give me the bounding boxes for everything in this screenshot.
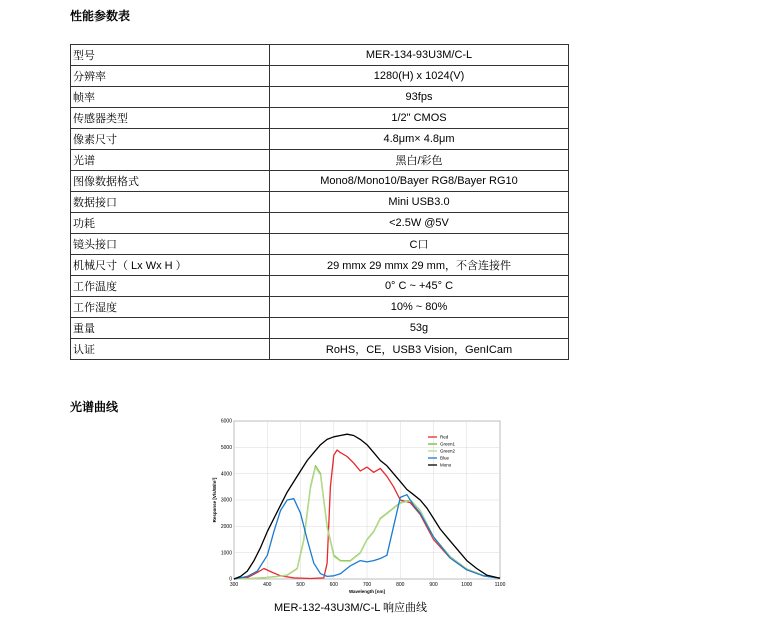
spec-row <box>71 318 569 339</box>
legend-entry: Blue <box>440 455 450 461</box>
spec-value: Mini USB3.0 <box>270 192 569 213</box>
spec-key: 图像数据格式 <box>71 171 270 192</box>
spec-row <box>71 108 569 129</box>
spec-row <box>71 234 569 255</box>
legend-entry: Red <box>440 434 449 440</box>
legend-entry: Green2 <box>440 448 456 454</box>
x-tick-label: 1100 <box>494 582 506 588</box>
spec-key: 镜头接口 <box>71 234 270 255</box>
chart-caption: MER-132-43U3M/C-L 响应曲线 <box>274 602 428 614</box>
spec-value: 1/2" CMOS <box>270 108 569 129</box>
spec-key: 工作温度 <box>71 276 270 297</box>
x-tick-label: 300 <box>229 582 239 588</box>
spec-row <box>71 297 569 318</box>
spec-key: 像素尺寸 <box>71 129 270 150</box>
spectral-response-chart <box>210 414 510 599</box>
spec-value: C口 <box>270 234 569 255</box>
y-tick-label: 3000 <box>220 497 232 504</box>
x-tick-label: 400 <box>263 582 272 588</box>
spec-key: 分辨率 <box>71 66 270 87</box>
spec-key: 功耗 <box>71 213 270 234</box>
spec-row <box>71 129 569 150</box>
spec-key: 机械尺寸（ Lx Wx H ） <box>71 255 270 276</box>
y-tick-label: 6000 <box>220 418 232 425</box>
spec-row <box>71 171 569 192</box>
spec-row <box>71 192 569 213</box>
spec-key: 帧率 <box>71 87 270 108</box>
spec-value: 0° C ~ +45° C <box>270 276 569 297</box>
spec-table <box>70 44 569 360</box>
y-tick-label: 4000 <box>220 471 232 478</box>
spec-row <box>71 66 569 87</box>
spec-key: 工作湿度 <box>71 297 270 318</box>
x-tick-label: 500 <box>296 582 305 588</box>
x-tick-label: 1000 <box>461 582 473 588</box>
spec-key: 型号 <box>71 45 270 66</box>
y-tick-label: 1000 <box>220 550 232 557</box>
spec-value: 黑白/彩色 <box>270 150 569 171</box>
spec-row <box>71 339 569 360</box>
spec-row <box>71 150 569 171</box>
y-tick-label: 5000 <box>220 445 232 452</box>
y-axis-label: Response [V/s/W/m²] <box>212 477 217 523</box>
spec-row <box>71 213 569 234</box>
x-axis-label: Wavelength [nm] <box>348 589 386 594</box>
spec-heading: 性能参数表 <box>70 9 131 23</box>
spec-key: 认证 <box>71 339 270 360</box>
spec-value: RoHS，CE，USB3 Vision，GenICam <box>270 339 569 360</box>
x-tick-label: 600 <box>329 582 338 588</box>
spec-key: 重量 <box>71 318 270 339</box>
spec-value: <2.5W @5V <box>270 213 569 234</box>
spec-row <box>71 255 569 276</box>
spec-key: 光谱 <box>71 150 270 171</box>
spec-row <box>71 276 569 297</box>
spectrum-heading: 光谱曲线 <box>70 400 119 414</box>
spec-value: 4.8μm× 4.8μm <box>270 129 569 150</box>
spec-row <box>71 45 569 66</box>
spec-value: 29 mmx 29 mmx 29 mm，不含连接件 <box>270 255 569 276</box>
spec-value: 93fps <box>270 87 569 108</box>
spec-value: 10% ~ 80% <box>270 297 569 318</box>
spec-value: 53g <box>270 318 569 339</box>
spec-row <box>71 87 569 108</box>
x-tick-label: 700 <box>362 582 372 588</box>
legend-entry: Green1 <box>440 441 456 447</box>
spec-value: MER-134-93U3M/C-L <box>270 45 569 66</box>
spec-key: 数据接口 <box>71 192 270 213</box>
x-tick-label: 800 <box>396 582 405 588</box>
legend-entry: Mono <box>440 462 452 468</box>
spec-value: Mono8/Mono10/Bayer RG8/Bayer RG10 <box>270 171 569 192</box>
x-tick-label: 900 <box>429 582 438 588</box>
spec-key: 传感器类型 <box>71 108 270 129</box>
y-tick-label: 0 <box>229 576 232 583</box>
y-tick-label: 2000 <box>220 524 232 531</box>
spec-value: 1280(H) x 1024(V) <box>270 66 569 87</box>
